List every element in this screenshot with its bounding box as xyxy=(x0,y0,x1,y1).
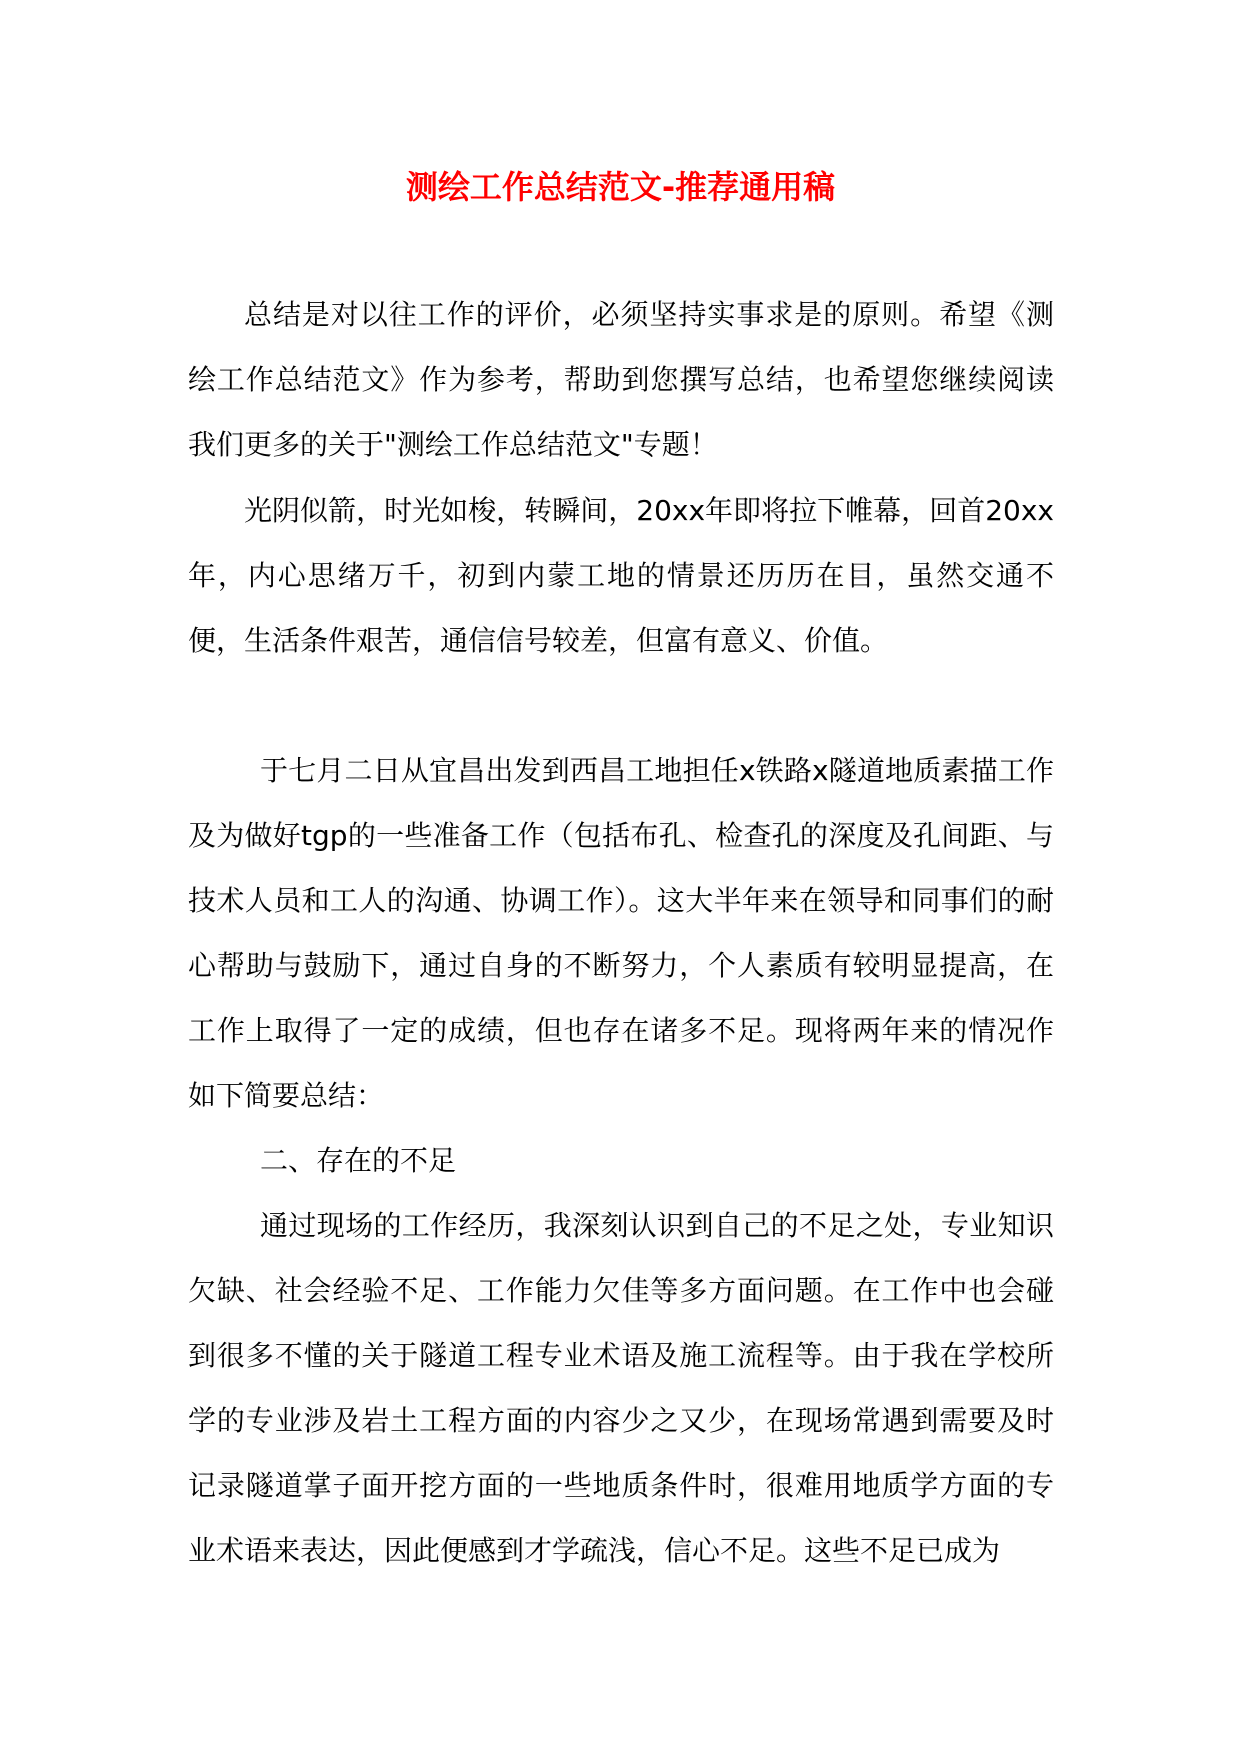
document-title: 测绘工作总结范文-推荐通用稿 xyxy=(405,168,836,206)
section-heading-shortcomings: 二、存在的不足 xyxy=(260,1144,457,1177)
paragraph-intro: 总结是对以往工作的评价，必须坚持实事求是的原则。希望《测绘工作总结范文》作为参考，帮助到您撰写总结，也希望您继续阅读我们更多的关于"测绘工作总结范文"专题！ xyxy=(188,298,1054,461)
paragraph-work-overview: 于七月二日从宜昌出发到西昌工地担任x铁路x隧道地质素描工作及为做好tgp的一些准备工作（包括布孔、检查孔的深度及孔间距、与技术人员和工人的沟通、协调工作）。这大半年来在领导和同事们的耐心帮助与鼓励下，通过自身的不断努力，个人素质有较明显提高，在工作上取得了一定的成绩，但也存在诸多不足。现将两年来的情况作如下简要总结： xyxy=(188,754,1054,1112)
paragraph-shortcomings: 通过现场的工作经历，我深刻认识到自己的不足之处，专业知识欠缺、社会经验不足、工作能力欠佳等多方面问题。在工作中也会碰到很多不懂的关于隧道工程专业术语及施工流程等。由于我在学校所学的专业涉及岩土工程方面的内容少之又少，在现场常遇到需要及时记录隧道掌子面开挖方面的一些地质条件时，很难用地质学方面的专业术语来表达，因此便感到才学疏浅，信心不足。这些不足已成为 xyxy=(188,1209,1054,1567)
paragraph-time-reflection: 光阴似箭，时光如梭，转瞬间，20xx年即将拉下帷幕，回首20xx年，内心思绪万千，初到内蒙工地的情景还历历在目，虽然交通不便，生活条件艰苦，通信信号较差，但富有意义、价值。 xyxy=(188,494,1054,657)
